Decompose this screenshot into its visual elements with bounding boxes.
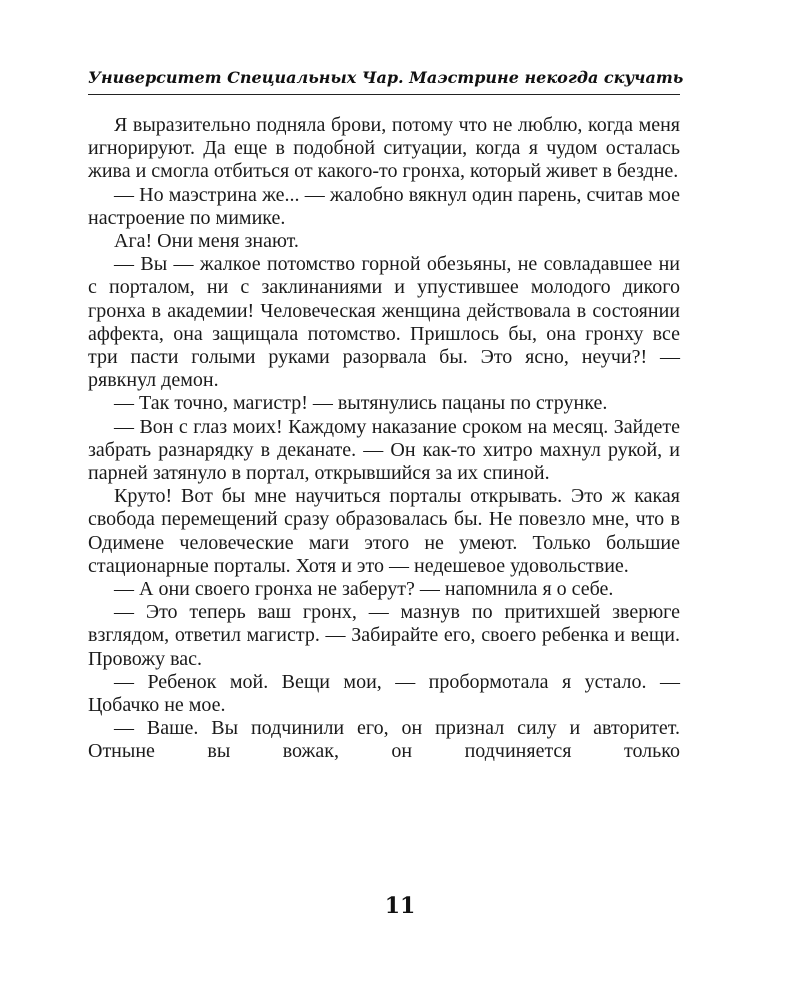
- paragraph-11: — Ваше. Вы подчинили его, он признал силу и авторитет. Отныне вы вожак, он подчиняется только: [88, 717, 680, 763]
- paragraph-10: — Ребенок мой. Вещи мои, — пробормотала я устало. — Цобачко не мое.: [88, 670, 680, 717]
- header-rule: [88, 94, 680, 95]
- running-header: Университет Специальных Чар. Маэстрине некогда скучать: [88, 68, 684, 87]
- paragraph-1: Я выразительно подняла брови, потому что не люблю, когда меня игнорируют. Да еще в подобной ситуации, когда я чудом осталась жива и смогла отбиться от какого-то гронха, который живет в бездне.: [88, 114, 680, 183]
- body-text: [88, 114, 680, 764]
- paragraph-2: — Но маэстрина же... — жалобно вякнул один парень, считав мое настроение по мимике.: [88, 183, 680, 229]
- paragraph-6: — Вон с глаз моих! Каждому наказание сроком на месяц. Зайдете забрать разнарядку в деканате. — Он как-то хитро махнул рукой, и парней затянуло в портал, открывшийся за их спиной.: [88, 415, 680, 485]
- paragraph-4: — Вы — жалкое потомство горной обезьяны, не совладавшее ни с порталом, ни с заклинаниями и упустившее молодого дикого гронха в академии! Человеческая женщина действовала в состоянии аффекта, она защищала потомство. Пришлось бы, она гронху все три пасти голыми руками разорвала бы. Это ясно, неучи?! — рявкнул демон.: [88, 253, 680, 392]
- paragraph-5: — Так точно, магистр! — вытянулись пацаны по струнке.: [114, 392, 608, 415]
- paragraph-7: Круто! Вот бы мне научиться порталы открывать. Это ж какая свобода перемещений сразу образовалась бы. Не повезло мне, что в Одимене человеческие маги этого не умеют. Только большие стационарные порталы. Хотя и это — недешевое удовольствие.: [88, 485, 680, 577]
- paragraph-8: — А они своего гронха не заберут? — напомнила я о себе.: [114, 578, 614, 601]
- paragraph-3: Ага! Они меня знают.: [114, 230, 299, 253]
- paragraph-9: — Это теперь ваш гронх, — мазнув по притихшей зверюге взглядом, ответил магистр. — Забирайте его, своего ребенка и вещи. Провожу вас.: [88, 601, 680, 670]
- page-number: 11: [384, 893, 416, 919]
